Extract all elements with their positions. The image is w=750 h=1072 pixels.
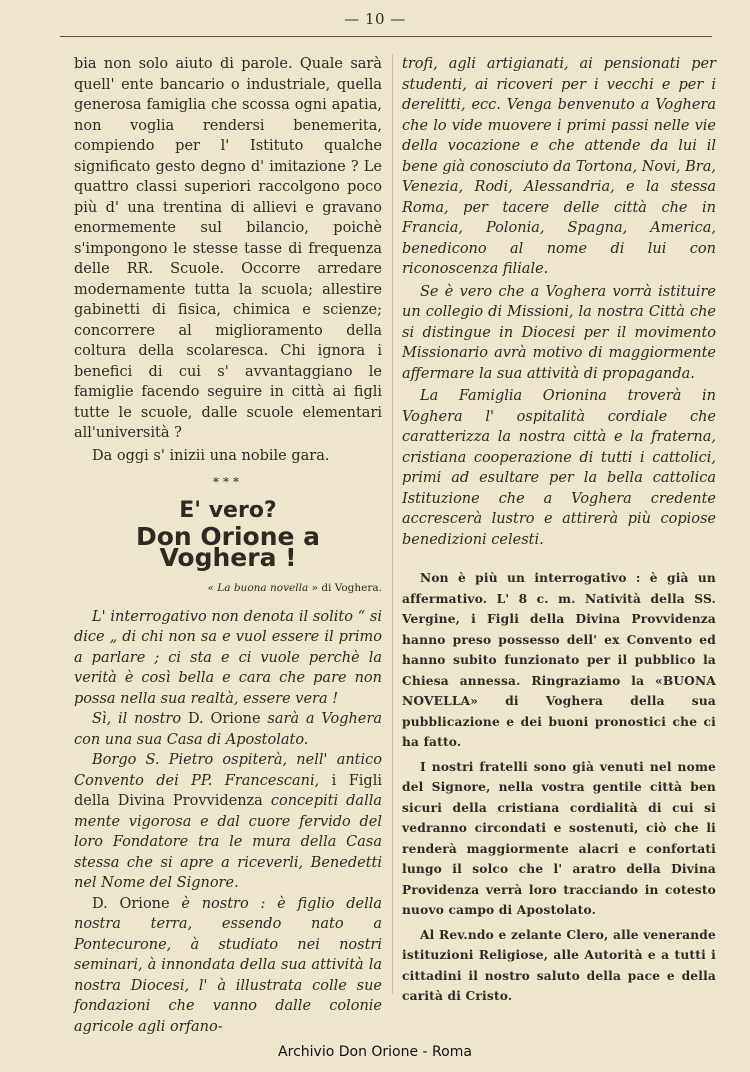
editorial-paragraph: Al Rev.ndo e zelante Clero, alle venerande istituzioni Religiose, alle Autorità e a tutti i cittadini il nostro saluto della pace e della carità di Cristo. bbox=[402, 927, 716, 1003]
section-stars: *** bbox=[213, 475, 243, 489]
intro-paragraph: bia non solo aiuto di parole. Quale sarà quell' ente bancario o industriale, quella generosa famiglia che scossa ogni apatia, non voglia rendersi benemerita, compiendo per l' Istituto qualche significato gesto degno d' imitazione ? Le quattro classi superiori raccolgono poco più d' una trentina di allievi e gravano enormemente sul bilancio, poichè s'impongono le stesse tasse di frequenza delle RR. Scuole. Occorre arredare modernamente tutta la scuola; allestire gabinetti di fisica, chimica e scienze; concorrere al miglioramento della coltura della scolaresca. Chi ignora i benefici di cui s' avvantaggiano le famiglie facendo seguire in città ai figli tutte le scuole, dalle scuole elementari all'università ? bbox=[74, 56, 382, 441]
name-don-orione: D. Orione bbox=[187, 711, 261, 727]
text-run: sarà a Voghera con una sua Casa di Apostolato. bbox=[74, 711, 383, 748]
closing-line: Da oggi s' inizii una nobile gara. bbox=[92, 447, 330, 464]
text-run: Borgo S. Pietro ospiterà, nell' antico Convento dei PP. Francescani, bbox=[74, 752, 382, 789]
name-figli-divina-provvidenza: i Figli della Divina Provvidenza bbox=[74, 772, 382, 809]
column-divider bbox=[392, 54, 393, 994]
article-paragraph bbox=[74, 894, 382, 1038]
right-column bbox=[402, 54, 716, 1007]
editorial-note bbox=[402, 568, 716, 1007]
editorial-paragraph: I nostri fratelli sono già venuti nel nome del Signore, nella vostra gentile città ben sicuri della cristiana cordialità di cui si vedranno circondati e sostenuti, ciò che li renderà maggiormente alacri e confortati lungo il solco che l' aratro della Divina Providenza verrà loro tracciando in cotesto nuovo campo di Apostolato. bbox=[402, 759, 716, 917]
article-paragraph bbox=[74, 709, 382, 750]
article-source bbox=[74, 578, 382, 599]
article-paragraph: trofi, agli artigianati, ai pensionati per studenti, ai ricoveri per i vecchi e per i derelitti, ecc. Venga benvenuto a Voghera che lo vide muovere i primi passi nelle vie della vocazione e che attende da lui il bene già conosciuto da Tortona, Novi, Bra, Venezia, Rodi, Alessandria, e la stessa Roma, per tacere delle città che in Francia, Polonia, Spagna, America, benedicono al nome di lui con riconoscenza filiale. bbox=[402, 56, 716, 277]
article-main-title: Don Orione a Voghera ! bbox=[135, 522, 321, 572]
source-quote: « La buona novella » bbox=[207, 582, 318, 594]
source-place: di Voghera. bbox=[321, 582, 382, 594]
article-paragraph bbox=[74, 750, 382, 894]
article-question-title: E' vero? bbox=[179, 497, 277, 523]
page-number: — 10 — bbox=[344, 10, 406, 28]
text-run: è nostro : è figlio della nostra terra, essendo nato a Pontecurone, à studiato nei nostri seminari, à innondata della sua attività la nostra Diocesi, l' à illustrata colle sue fondazioni che vanno dalle colonie agricole agli orfano- bbox=[74, 895, 382, 1035]
header-rule bbox=[60, 36, 712, 37]
article-paragraph: La Famiglia Orionina troverà in Voghera l' ospitalità cordiale che caratterizza la nostra città e la fraterna, cristiana cooperazione di tutti i cattolici, primi ad esultare per la bella cattolica Istituzione che a Voghera credente accrescerà lustro e attirerà più copiose benedizioni celesti. bbox=[402, 388, 716, 548]
article-paragraph: L' interrogativo non denota il solito “ si dice „ di chi non sa e vuol essere il primo a parlare ; ci sta e ci vuole perchè la verità è così bella e cara che pare non possa nella sua realtà, essere vera ! bbox=[74, 608, 382, 707]
text-run: concepiti dalla mente vigorosa e dal cuore fervido del loro Fondatore tra le mura della Casa stessa che si apre a riceverli, Benedetti nel Nome del Signore. bbox=[74, 793, 382, 891]
text-run: Sì, il nostro bbox=[92, 711, 182, 727]
name-don-orione: D. Orione bbox=[92, 895, 170, 912]
archive-footer: Archivio Don Orione - Roma bbox=[278, 1044, 472, 1060]
editorial-paragraph: Non è più un interrogativo : è già un affermativo. L' 8 c. m. Natività della SS. Vergine, i Figli della Divina Provvidenza hanno preso possesso dell' ex Convento ed hanno subito funzionato per il pubblico la Chiesa annessa. Ringraziamo la «BUONA NOVELLA» di Voghera della sua pubblicazione e dei buoni pronostici che ci ha fatto. bbox=[402, 571, 716, 749]
left-column bbox=[74, 54, 382, 1037]
article-paragraph: Se è vero che a Voghera vorrà istituire un collegio di Missioni, la nostra Città che si distingue in Diocesi per il movimento Missionario avrà motivo di maggiormente affermare la sua attività di propaganda. bbox=[402, 283, 716, 382]
